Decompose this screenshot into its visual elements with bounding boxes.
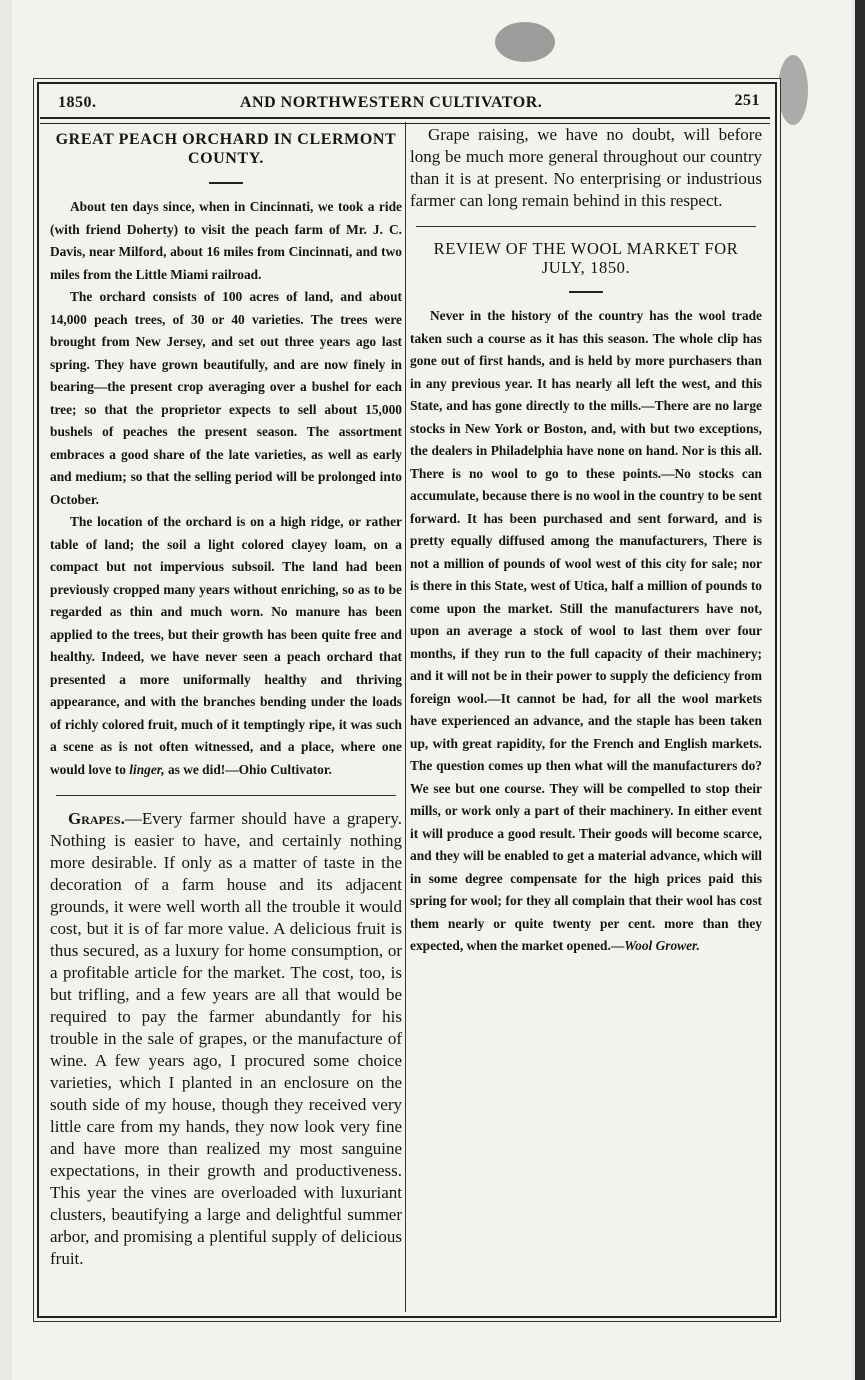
column-rule [405, 122, 406, 1312]
article-source: Wool Grower. [624, 938, 700, 953]
paragraph-text: Never in the history of the country has the wool trade taken such a course as it has this season. The whole clip has gone out of first hands, and is held by more purchasers than in any previous year. It has nearly all left the west, and this State, and has gone directly to the mills.—There are no large stocks in New York or Boston, and, with but two exceptions, the dealers in Philadelphia have none on hand. Nor is this all. There is no wool to go to these points.—No stocks can accumulate, because there is no wool in the country to be sent forward. It has been purchased and sent forward, and is pretty equally diffused among the manufacturers, There is not a million of pounds of wool west of this city for sale; nor is there in this State, west of Utica, half a million of pounds to come upon the market. Still the manufacturers have not, upon an average a stock of wool to last them over four months, if they run to the full capacity of their machinery; and it will not be in their power to supply the deficiency from foreign wool.—It cannot be had, for all the wool markets have experienced an advance, and the staple has been taken up, with great rapidity, for the French and English markets. The question comes up then what will the manufacturers do? We see but one course. They will be compelled to stop their mills, or work only a part of their machinery. In either event it will produce a good result. Their goods will become scarce, and they will be enabled to get a material advance, which will in some degree compensate for the high prices paid this spring for wool; for they all complain that their wool has cost them nearly or quite twenty per cent. more than they expected, when the market opened.— [410, 308, 762, 953]
header-title: AND NORTHWESTERN CULTIVATOR. [240, 94, 543, 111]
italic-word: linger, [129, 761, 165, 777]
paragraph-text: —Every farmer should have a grapery. Nothing is easier to have, and certainly nothing more desirable. If only as a matter of taste in the decoration of a farm house and its adjacent grounds, it were well worth all the trouble it would cost, but it is of far more value. A delicious fruit is thus secured, as a luxury for home consumption, or a profitable article for the market. The cost, too, is but trifling, and a few years are all that would be required to pay the farmer abundantly for his trouble in the sale of grapes, or the manufacture of wine. A few years ago, I procured some choice varieties, which I planted in an enclosure on the south side of my house, though they received very little care from my hands, they now look very fine and have more than realized my most sanguine expectations, in their growth and productiveness. This year the vines are overloaded with luxuriant clusters, beautifying a large and delightful summer arbor, and promising a plentiful supply of delicious fruit. [50, 809, 402, 1268]
right-column [410, 124, 762, 958]
article-closing: as we did!—Ohio Cultivator. [164, 761, 332, 777]
article-divider [56, 795, 396, 796]
paragraph: Grape raising, we have no doubt, will before long be much more general throughout our country than it is at present. No enterprising or industrious farmer can long remain behind in this respect. [410, 125, 762, 210]
title-line: JULY, 1850. [541, 258, 631, 277]
page-edge [855, 0, 865, 1380]
article-body-grapes-continued [410, 124, 762, 212]
paragraph [50, 808, 402, 1270]
page-number: 251 [734, 92, 760, 109]
article-title-wool-market [410, 239, 762, 277]
title-divider [569, 291, 603, 293]
article-lead-grapes: Grapes. [68, 809, 125, 828]
paragraph-text: The location of the orchard is on a high ridge, or rather table of land; the soil a light colored clayey loam, on a compact but not impervious subsoil. The land had been previously cropped many years without enriching, so as to be regarded as thin and much worn. No manure has been applied to the trees, but their growth has been quite free and healthy. Indeed, we have never seen a peach orchard that presented a more uniformally healthy and thriving appearance, and with the branches bending under the loads of richly colored fruit, much of it temptingly ripe, it was such a scene as is not often witnessed, and a place, where one would love to [50, 514, 402, 777]
article-body-grapes [50, 808, 402, 1270]
header-year: 1850. [58, 94, 97, 111]
article-body-wool-market [410, 305, 762, 958]
title-divider [209, 182, 243, 184]
ink-stain [778, 55, 808, 125]
paragraph: About ten days since, when in Cincinnati, we took a ride (with friend Doherty) to visit the peach farm of Mr. J. C. Davis, near Milford, about 16 miles from Cincinnati, and two miles from the Little Miami railroad. [50, 199, 402, 282]
article-title-peach-orchard: GREAT PEACH ORCHARD IN CLERMONT COUNTY. [55, 131, 397, 167]
ink-stain [495, 22, 555, 62]
paragraph [50, 511, 402, 781]
left-column [50, 124, 402, 1270]
paragraph: The orchard consists of 100 acres of land, and about 14,000 peach trees, of 30 or 40 varieties. The trees were brought from New Jersey, and set out three years ago last spring. They have grown beautifully, and are now finely in bearing—the present crop averaging over a bushel for each tree; so that the proprietor expects to sell about 15,000 bushels of peaches the present season. The assortment embraces a good share of the late varieties, as well as early and medium; so that the selling period will be prolonged into October. [50, 289, 402, 507]
article-body-peach-orchard [50, 196, 402, 781]
article-divider [416, 226, 756, 227]
title-line: REVIEW OF THE WOOL MARKET FOR [433, 239, 739, 258]
running-header [40, 88, 766, 116]
paragraph [410, 305, 762, 958]
